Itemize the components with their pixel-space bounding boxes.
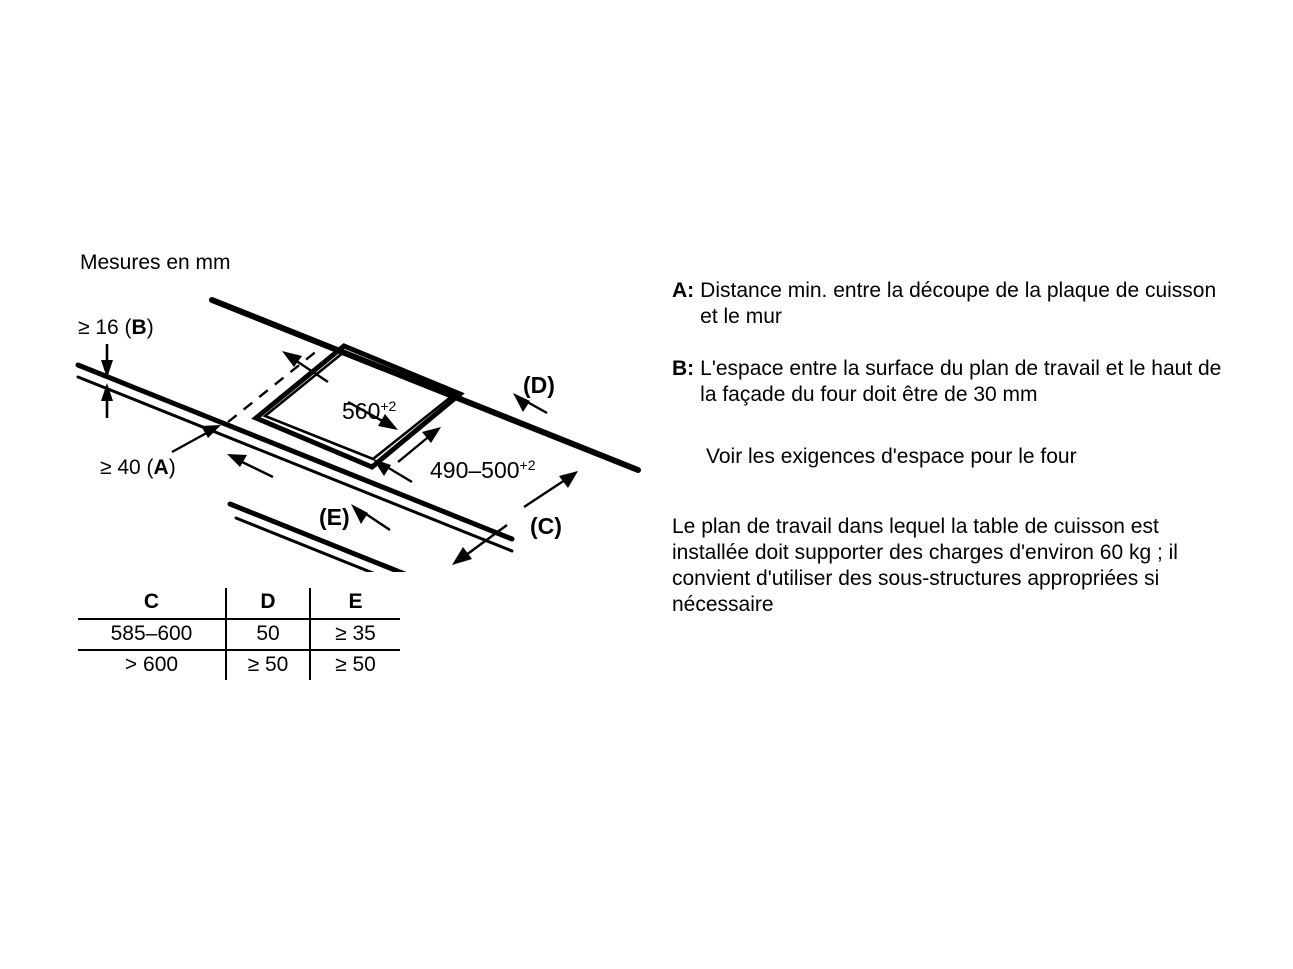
worktop-cutout-drawing	[60, 282, 660, 572]
dimension-a-arrows	[172, 425, 273, 477]
table-cell-e: ≥ 50	[310, 650, 400, 680]
table-cell-c: > 600	[78, 650, 226, 680]
table-cell-c: 585–600	[110, 622, 193, 645]
label-a-dimension: ≥ 40 (A)	[100, 456, 176, 479]
note-worktop-load: Le plan de travail dans lequel la table de cuisson est installée doit supporter des charges d'environ 60 kg ; il convient d'utiliser des sous-structures appropriées si nécessaire	[672, 515, 1178, 616]
table-header-e: E	[310, 588, 400, 619]
dimension-table	[78, 588, 400, 680]
table-cell-d: 50	[226, 619, 310, 650]
table-row	[78, 650, 400, 680]
worktop-front-edge	[230, 504, 547, 572]
label-width-560: $560^{+2}$	[342, 398, 397, 424]
notes-column	[672, 278, 1232, 618]
table-cell-e: ≥ 35	[310, 619, 400, 650]
leader-e-arrow	[351, 504, 390, 530]
table-header-d: D	[226, 588, 310, 619]
note-a-key: A:	[672, 279, 695, 302]
installation-diagram	[60, 282, 660, 572]
measures-units-label: Mesures en mm	[80, 251, 231, 274]
label-c: (C)	[530, 513, 562, 539]
label-depth-490-500: $490-500^{+2}$	[430, 457, 536, 483]
label-d: (D)	[523, 372, 555, 398]
label-b-dimension: ≥ 16 (B)	[78, 316, 154, 339]
table-cell-d: ≥ 50	[226, 650, 310, 680]
table-header-c: C	[78, 588, 226, 619]
note-a	[672, 278, 1232, 330]
note-b-text: L'espace entre la surface du plan de travail et le haut de la façade du four doit être de 30 mm	[700, 357, 1222, 406]
construction-dashed-line	[228, 350, 318, 422]
note-a-text: Distance min. entre la découpe de la plaque de cuisson et le mur	[700, 279, 1217, 328]
label-e: (E)	[319, 504, 350, 530]
note-oven-spacing: Voir les exigences d'espace pour le four	[706, 445, 1077, 468]
table-header-row	[78, 588, 400, 619]
table-row	[78, 619, 400, 650]
note-b	[672, 356, 1232, 408]
note-b-key: B:	[672, 357, 695, 380]
